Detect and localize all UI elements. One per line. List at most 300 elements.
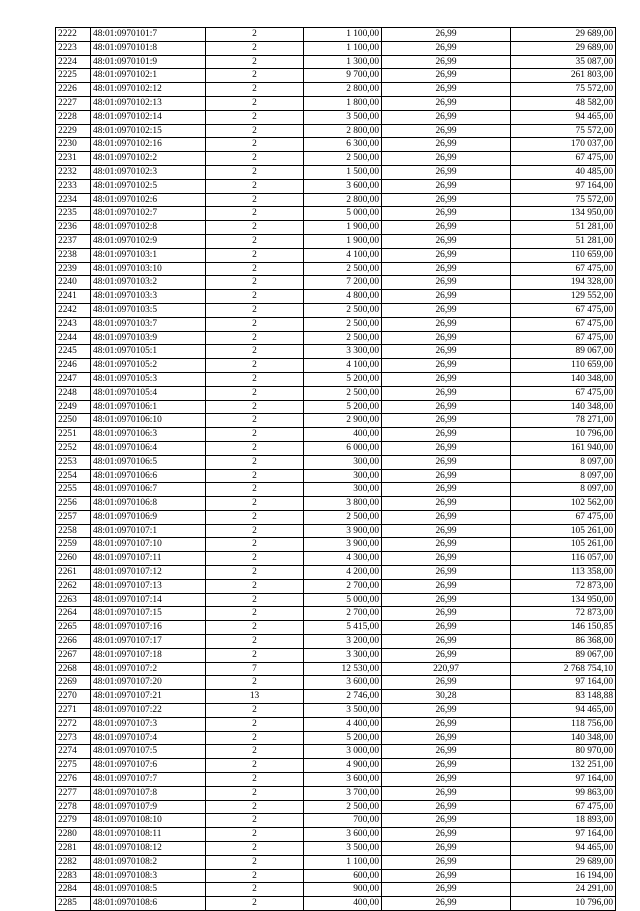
cadastral-value-cell: 35 087,00 [511,55,616,69]
cadastral-number-cell: 48:01:0970105:1 [91,345,206,359]
cadastral-number-cell: 48:01:0970102:1 [91,69,206,83]
cadastral-value-cell: 78 271,00 [511,414,616,428]
row-number-cell: 2272 [56,717,91,731]
cadastral-number-cell: 48:01:0970106:1 [91,400,206,414]
category-code-cell: 2 [206,786,304,800]
table-row [56,221,616,235]
row-number-cell: 2262 [56,579,91,593]
table-row [56,69,616,83]
cadastral-number-cell: 48:01:0970102:7 [91,207,206,221]
cadastral-value-cell: 67 475,00 [511,386,616,400]
area-cell: 1 100,00 [304,41,382,55]
category-code-cell: 2 [206,372,304,386]
cadastral-value-cell: 10 796,00 [511,897,616,911]
table-row [56,124,616,138]
cadastral-number-cell: 48:01:0970107:5 [91,745,206,759]
area-cell: 9 700,00 [304,69,382,83]
area-cell: 2 900,00 [304,414,382,428]
cadastral-value-cell: 67 475,00 [511,262,616,276]
table-row [56,897,616,911]
area-cell: 7 200,00 [304,276,382,290]
category-code-cell: 2 [206,593,304,607]
category-code-cell: 2 [206,704,304,718]
table-row [56,28,616,42]
cadastral-value-cell: 16 194,00 [511,869,616,883]
category-code-cell: 2 [206,497,304,511]
cadastral-value-cell: 89 067,00 [511,345,616,359]
area-cell: 3 200,00 [304,635,382,649]
specific-value-cell: 26,99 [382,276,511,290]
row-number-cell: 2271 [56,704,91,718]
area-cell: 2 500,00 [304,510,382,524]
row-number-cell: 2249 [56,400,91,414]
table-row [56,303,616,317]
category-code-cell: 2 [206,359,304,373]
specific-value-cell: 26,99 [382,579,511,593]
row-number-cell: 2258 [56,524,91,538]
cadastral-value-cell: 110 659,00 [511,248,616,262]
area-cell: 4 300,00 [304,552,382,566]
cadastral-value-cell: 29 689,00 [511,855,616,869]
specific-value-cell: 26,99 [382,814,511,828]
cadastral-value-cell: 67 475,00 [511,152,616,166]
area-cell: 2 500,00 [304,303,382,317]
category-code-cell: 2 [206,759,304,773]
category-code-cell: 7 [206,662,304,676]
specific-value-cell: 26,99 [382,207,511,221]
table-row [56,386,616,400]
row-number-cell: 2265 [56,621,91,635]
cadastral-value-cell: 94 465,00 [511,704,616,718]
row-number-cell: 2254 [56,469,91,483]
row-number-cell: 2224 [56,55,91,69]
cadastral-value-cell: 67 475,00 [511,331,616,345]
row-number-cell: 2267 [56,648,91,662]
specific-value-cell: 26,99 [382,165,511,179]
area-cell: 4 100,00 [304,248,382,262]
cadastral-number-cell: 48:01:0970103:3 [91,290,206,304]
specific-value-cell: 26,99 [382,152,511,166]
category-code-cell: 2 [206,731,304,745]
cadastral-value-cell: 140 348,00 [511,731,616,745]
area-cell: 12 530,00 [304,662,382,676]
table-row [56,359,616,373]
cadastral-number-cell: 48:01:0970107:4 [91,731,206,745]
category-code-cell: 2 [206,262,304,276]
row-number-cell: 2232 [56,165,91,179]
specific-value-cell: 26,99 [382,704,511,718]
row-number-cell: 2222 [56,28,91,42]
table-row [56,152,616,166]
specific-value-cell: 26,99 [382,510,511,524]
row-number-cell: 2285 [56,897,91,911]
row-number-cell: 2243 [56,317,91,331]
cadastral-number-cell: 48:01:0970107:22 [91,704,206,718]
cadastral-value-cell: 97 164,00 [511,179,616,193]
specific-value-cell: 26,99 [382,566,511,580]
row-number-cell: 2246 [56,359,91,373]
cadastral-number-cell: 48:01:0970102:14 [91,110,206,124]
area-cell: 3 000,00 [304,745,382,759]
row-number-cell: 2279 [56,814,91,828]
category-code-cell: 2 [206,96,304,110]
row-number-cell: 2241 [56,290,91,304]
cadastral-value-cell: 29 689,00 [511,28,616,42]
specific-value-cell: 26,99 [382,221,511,235]
cadastral-value-cell: 261 803,00 [511,69,616,83]
cadastral-value-cell: 40 485,00 [511,165,616,179]
cadastral-number-cell: 48:01:0970102:16 [91,138,206,152]
category-code-cell: 2 [206,524,304,538]
area-cell: 6 000,00 [304,441,382,455]
cadastral-value-cell: 51 281,00 [511,221,616,235]
category-code-cell: 2 [206,745,304,759]
area-cell: 2 500,00 [304,386,382,400]
area-cell: 3 500,00 [304,110,382,124]
table-row [56,869,616,883]
specific-value-cell: 26,99 [382,124,511,138]
specific-value-cell: 26,99 [382,855,511,869]
table-row [56,524,616,538]
area-cell: 3 600,00 [304,828,382,842]
area-cell: 2 500,00 [304,152,382,166]
category-code-cell: 2 [206,621,304,635]
cadastral-number-cell: 48:01:0970108:6 [91,897,206,911]
cadastral-number-cell: 48:01:0970107:11 [91,552,206,566]
cadastral-number-cell: 48:01:0970105:2 [91,359,206,373]
area-cell: 2 500,00 [304,317,382,331]
specific-value-cell: 26,99 [382,69,511,83]
area-cell: 5 415,00 [304,621,382,635]
area-cell: 5 000,00 [304,207,382,221]
cadastral-number-cell: 48:01:0970107:9 [91,800,206,814]
row-number-cell: 2237 [56,234,91,248]
category-code-cell: 2 [206,207,304,221]
table-row [56,745,616,759]
table-row [56,497,616,511]
cadastral-value-cell: 97 164,00 [511,676,616,690]
specific-value-cell: 26,99 [382,455,511,469]
specific-value-cell: 26,99 [382,897,511,911]
specific-value-cell: 26,99 [382,400,511,414]
table-row [56,55,616,69]
table-row [56,83,616,97]
cadastral-number-cell: 48:01:0970107:3 [91,717,206,731]
category-code-cell: 2 [206,331,304,345]
table-row [56,635,616,649]
row-number-cell: 2248 [56,386,91,400]
table-row [56,786,616,800]
cadastral-value-cell: 48 582,00 [511,96,616,110]
cadastral-number-cell: 48:01:0970106:4 [91,441,206,455]
table-row [56,814,616,828]
specific-value-cell: 26,99 [382,538,511,552]
cadastral-number-cell: 48:01:0970102:15 [91,124,206,138]
cadastral-value-cell: 113 358,00 [511,566,616,580]
table-row [56,428,616,442]
cadastral-value-cell: 116 057,00 [511,552,616,566]
table-row [56,441,616,455]
row-number-cell: 2245 [56,345,91,359]
row-number-cell: 2223 [56,41,91,55]
cadastral-number-cell: 48:01:0970107:10 [91,538,206,552]
cadastral-number-cell: 48:01:0970108:10 [91,814,206,828]
area-cell: 2 800,00 [304,193,382,207]
cadastral-value-cell: 75 572,00 [511,193,616,207]
category-code-cell: 2 [206,124,304,138]
cadastral-value-cell: 194 328,00 [511,276,616,290]
cadastral-number-cell: 48:01:0970106:6 [91,469,206,483]
specific-value-cell: 26,99 [382,290,511,304]
cadastral-number-cell: 48:01:0970108:5 [91,883,206,897]
specific-value-cell: 26,99 [382,179,511,193]
row-number-cell: 2236 [56,221,91,235]
cadastral-number-cell: 48:01:0970107:14 [91,593,206,607]
cadastral-number-cell: 48:01:0970106:9 [91,510,206,524]
cadastral-number-cell: 48:01:0970102:8 [91,221,206,235]
specific-value-cell: 26,99 [382,717,511,731]
specific-value-cell: 26,99 [382,428,511,442]
table-row [56,331,616,345]
specific-value-cell: 26,99 [382,414,511,428]
table-row [56,883,616,897]
row-number-cell: 2238 [56,248,91,262]
specific-value-cell: 26,99 [382,55,511,69]
cadastral-number-cell: 48:01:0970102:9 [91,234,206,248]
category-code-cell: 2 [206,138,304,152]
specific-value-cell: 26,99 [382,800,511,814]
category-code-cell: 2 [206,717,304,731]
row-number-cell: 2255 [56,483,91,497]
specific-value-cell: 26,99 [382,883,511,897]
table-row [56,96,616,110]
table-row [56,621,616,635]
table-row [56,400,616,414]
area-cell: 1 800,00 [304,96,382,110]
cadastral-value-cell: 129 552,00 [511,290,616,304]
specific-value-cell: 26,99 [382,262,511,276]
cadastral-number-cell: 48:01:0970107:8 [91,786,206,800]
table-row [56,800,616,814]
table-row [56,842,616,856]
area-cell: 400,00 [304,428,382,442]
cadastral-number-cell: 48:01:0970102:5 [91,179,206,193]
row-number-cell: 2263 [56,593,91,607]
area-cell: 4 400,00 [304,717,382,731]
area-cell: 3 600,00 [304,179,382,193]
specific-value-cell: 26,99 [382,28,511,42]
cadastral-number-cell: 48:01:0970102:13 [91,96,206,110]
table-row [56,552,616,566]
cadastral-value-table [55,27,616,911]
specific-value-cell: 26,99 [382,193,511,207]
row-number-cell: 2233 [56,179,91,193]
table-row [56,704,616,718]
specific-value-cell: 26,99 [382,621,511,635]
area-cell: 5 200,00 [304,731,382,745]
category-code-cell: 2 [206,179,304,193]
table-row [56,731,616,745]
category-code-cell: 2 [206,538,304,552]
category-code-cell: 13 [206,690,304,704]
category-code-cell: 2 [206,386,304,400]
specific-value-cell: 26,99 [382,635,511,649]
table-row [56,855,616,869]
area-cell: 3 900,00 [304,524,382,538]
cadastral-value-cell: 105 261,00 [511,524,616,538]
category-code-cell: 2 [206,510,304,524]
specific-value-cell: 220,97 [382,662,511,676]
row-number-cell: 2268 [56,662,91,676]
row-number-cell: 2259 [56,538,91,552]
category-code-cell: 2 [206,455,304,469]
table-row [56,648,616,662]
area-cell: 4 900,00 [304,759,382,773]
cadastral-number-cell: 48:01:0970106:3 [91,428,206,442]
row-number-cell: 2269 [56,676,91,690]
area-cell: 1 500,00 [304,165,382,179]
category-code-cell: 2 [206,221,304,235]
cadastral-value-cell: 102 562,00 [511,497,616,511]
cadastral-number-cell: 48:01:0970107:18 [91,648,206,662]
cadastral-number-cell: 48:01:0970106:10 [91,414,206,428]
category-code-cell: 2 [206,414,304,428]
table-row [56,317,616,331]
cadastral-number-cell: 48:01:0970107:13 [91,579,206,593]
cadastral-value-cell: 24 291,00 [511,883,616,897]
cadastral-value-cell: 67 475,00 [511,317,616,331]
cadastral-number-cell: 48:01:0970107:17 [91,635,206,649]
cadastral-value-cell: 161 940,00 [511,441,616,455]
area-cell: 3 300,00 [304,648,382,662]
cadastral-number-cell: 48:01:0970107:21 [91,690,206,704]
cadastral-value-cell: 97 164,00 [511,773,616,787]
table-row [56,607,616,621]
cadastral-value-cell: 132 251,00 [511,759,616,773]
category-code-cell: 2 [206,303,304,317]
area-cell: 2 700,00 [304,579,382,593]
table-row [56,773,616,787]
specific-value-cell: 26,99 [382,607,511,621]
row-number-cell: 2264 [56,607,91,621]
category-code-cell: 2 [206,828,304,842]
area-cell: 2 700,00 [304,607,382,621]
area-cell: 300,00 [304,469,382,483]
cadastral-value-cell: 118 756,00 [511,717,616,731]
table-row [56,138,616,152]
cadastral-value-cell: 89 067,00 [511,648,616,662]
cadastral-number-cell: 48:01:0970107:12 [91,566,206,580]
table-row [56,676,616,690]
cadastral-value-cell: 99 863,00 [511,786,616,800]
cadastral-number-cell: 48:01:0970105:4 [91,386,206,400]
table-row [56,662,616,676]
table-body [56,28,616,911]
cadastral-number-cell: 48:01:0970101:9 [91,55,206,69]
area-cell: 400,00 [304,897,382,911]
table-row [56,276,616,290]
area-cell: 2 746,00 [304,690,382,704]
area-cell: 6 300,00 [304,138,382,152]
cadastral-value-cell: 94 465,00 [511,842,616,856]
cadastral-value-cell: 140 348,00 [511,372,616,386]
specific-value-cell: 26,99 [382,497,511,511]
cadastral-number-cell: 48:01:0970106:5 [91,455,206,469]
specific-value-cell: 26,99 [382,345,511,359]
cadastral-value-cell: 18 893,00 [511,814,616,828]
specific-value-cell: 26,99 [382,745,511,759]
category-code-cell: 2 [206,248,304,262]
area-cell: 3 900,00 [304,538,382,552]
area-cell: 3 600,00 [304,773,382,787]
category-code-cell: 2 [206,317,304,331]
area-cell: 4 100,00 [304,359,382,373]
row-number-cell: 2273 [56,731,91,745]
row-number-cell: 2240 [56,276,91,290]
cadastral-number-cell: 48:01:0970103:1 [91,248,206,262]
cadastral-number-cell: 48:01:0970107:20 [91,676,206,690]
cadastral-number-cell: 48:01:0970103:9 [91,331,206,345]
specific-value-cell: 26,99 [382,759,511,773]
area-cell: 3 500,00 [304,842,382,856]
cadastral-value-cell: 8 097,00 [511,469,616,483]
cadastral-number-cell: 48:01:0970106:8 [91,497,206,511]
category-code-cell: 2 [206,814,304,828]
table-row [56,690,616,704]
specific-value-cell: 26,99 [382,303,511,317]
cadastral-value-cell: 75 572,00 [511,124,616,138]
specific-value-cell: 26,99 [382,828,511,842]
table-row [56,290,616,304]
specific-value-cell: 26,99 [382,248,511,262]
area-cell: 1 100,00 [304,28,382,42]
specific-value-cell: 26,99 [382,773,511,787]
table-row [56,165,616,179]
row-number-cell: 2276 [56,773,91,787]
area-cell: 2 800,00 [304,83,382,97]
table-row [56,41,616,55]
area-cell: 4 800,00 [304,290,382,304]
row-number-cell: 2256 [56,497,91,511]
category-code-cell: 2 [206,483,304,497]
specific-value-cell: 26,99 [382,676,511,690]
table-row [56,510,616,524]
category-code-cell: 2 [206,41,304,55]
category-code-cell: 2 [206,773,304,787]
cadastral-number-cell: 48:01:0970102:12 [91,83,206,97]
category-code-cell: 2 [206,883,304,897]
specific-value-cell: 26,99 [382,41,511,55]
cadastral-number-cell: 48:01:0970107:1 [91,524,206,538]
table-row [56,372,616,386]
row-number-cell: 2247 [56,372,91,386]
category-code-cell: 2 [206,110,304,124]
specific-value-cell: 26,99 [382,552,511,566]
table-row [56,483,616,497]
row-number-cell: 2231 [56,152,91,166]
category-code-cell: 2 [206,276,304,290]
specific-value-cell: 26,99 [382,593,511,607]
row-number-cell: 2274 [56,745,91,759]
specific-value-cell: 26,99 [382,331,511,345]
cadastral-value-cell: 105 261,00 [511,538,616,552]
cadastral-number-cell: 48:01:0970107:2 [91,662,206,676]
table-row [56,262,616,276]
specific-value-cell: 26,99 [382,786,511,800]
area-cell: 3 700,00 [304,786,382,800]
area-cell: 1 900,00 [304,234,382,248]
cadastral-value-cell: 51 281,00 [511,234,616,248]
